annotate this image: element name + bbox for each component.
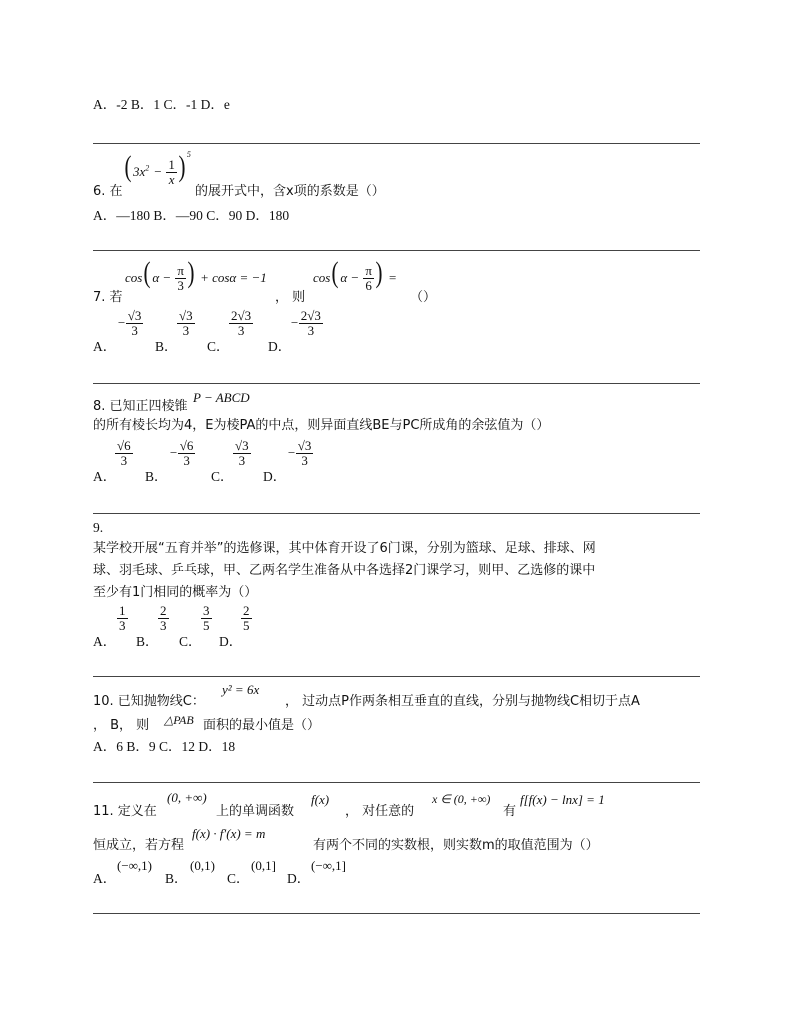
q11-equation-2: f(x) · f′(x) = m — [192, 826, 266, 841]
q9-number: 9. — [93, 520, 104, 535]
q7-target: cos( α − $\frac{\pi}{6}$ ) = — [313, 256, 397, 293]
q11-number: 11. 定义在 — [93, 804, 157, 819]
q10-stem-b2: 面积的最小值是（） — [203, 718, 321, 733]
q10-stem-a: ， 过动点P作两条相互垂直的直线，分别与抛物线C相切于点A — [285, 694, 640, 709]
q10-stem-b1: ， B， 则 — [93, 718, 150, 733]
q8-number: 8. 已知正四棱锥 — [93, 399, 188, 414]
divider — [93, 782, 700, 783]
divider — [93, 913, 700, 914]
q6-answer-line: A．—180 B．—90 C．90 D．180 — [93, 208, 290, 223]
q11-x-in: x ∈ (0, +∞) — [432, 792, 491, 806]
q9-stem-line1: 某学校开展“五育并举”的选修课，其中体育开设了6门课，分别为篮球、足球、排球、网 — [93, 541, 596, 556]
q10-triangle: △PAB — [164, 713, 194, 727]
q9-stem-line3: 至少有1门相同的概率为（） — [93, 585, 258, 600]
q7-then: ， 则 — [275, 290, 306, 305]
q5-answer-line: A．-2 B．1 C．-1 D．e — [93, 97, 230, 112]
q6-binomial-expression: ( $3x^2$ − $\frac{1}{x}$ ) $^5$ — [124, 149, 191, 187]
q9-stem-line2: 球、羽毛球、乒乓球，甲、乙两名学生准备从中各选择2门课学习，则甲、乙选修的课中 — [93, 563, 596, 578]
q11-stem-b: ， 对任意的 — [345, 804, 415, 819]
divider — [93, 513, 700, 514]
q6-stem: 的展开式中，含x项的系数是（） — [195, 184, 385, 199]
q11-fx: f(x) — [311, 792, 330, 807]
q7-blank: （） — [410, 290, 437, 305]
q11-domain: (0, +∞) — [167, 790, 207, 805]
divider — [93, 250, 700, 251]
q7-condition: cos( α − $\frac{\pi}{3}$ ) + cosα = −1 — [125, 256, 267, 293]
divider — [93, 676, 700, 677]
q11-equation: f[f(x) − lnx] = 1 — [520, 792, 605, 807]
q8-pyramid: P − ABCD — [193, 390, 250, 405]
q11-stem-c: 有 — [503, 804, 517, 819]
divider — [93, 143, 700, 144]
divider — [93, 383, 700, 384]
q6-number: 6. 在 — [93, 184, 123, 199]
q10-number: 10. 已知抛物线C： — [93, 694, 205, 709]
q11-stem-e: 有两个不同的实数根，则实数m的取值范围为（） — [313, 838, 599, 853]
q11-options: A． (−∞,1) B． (0,1) C． (0,1] D． (−∞,1] — [93, 858, 347, 886]
q10-answer-line: A．6 B．9 C．12 D．18 — [93, 739, 236, 754]
q10-parabola: y² = 6x — [222, 682, 260, 697]
q11-stem-d: 恒成立，若方程 — [93, 838, 185, 853]
q8-stem: 的所有棱长均为4，E为棱PA的中点，则异面直线BE与PC所成角的余弦值为（） — [93, 418, 550, 433]
q11-stem-a: 上的单调函数 — [216, 804, 295, 819]
q7-number: 7. 若 — [93, 290, 123, 305]
